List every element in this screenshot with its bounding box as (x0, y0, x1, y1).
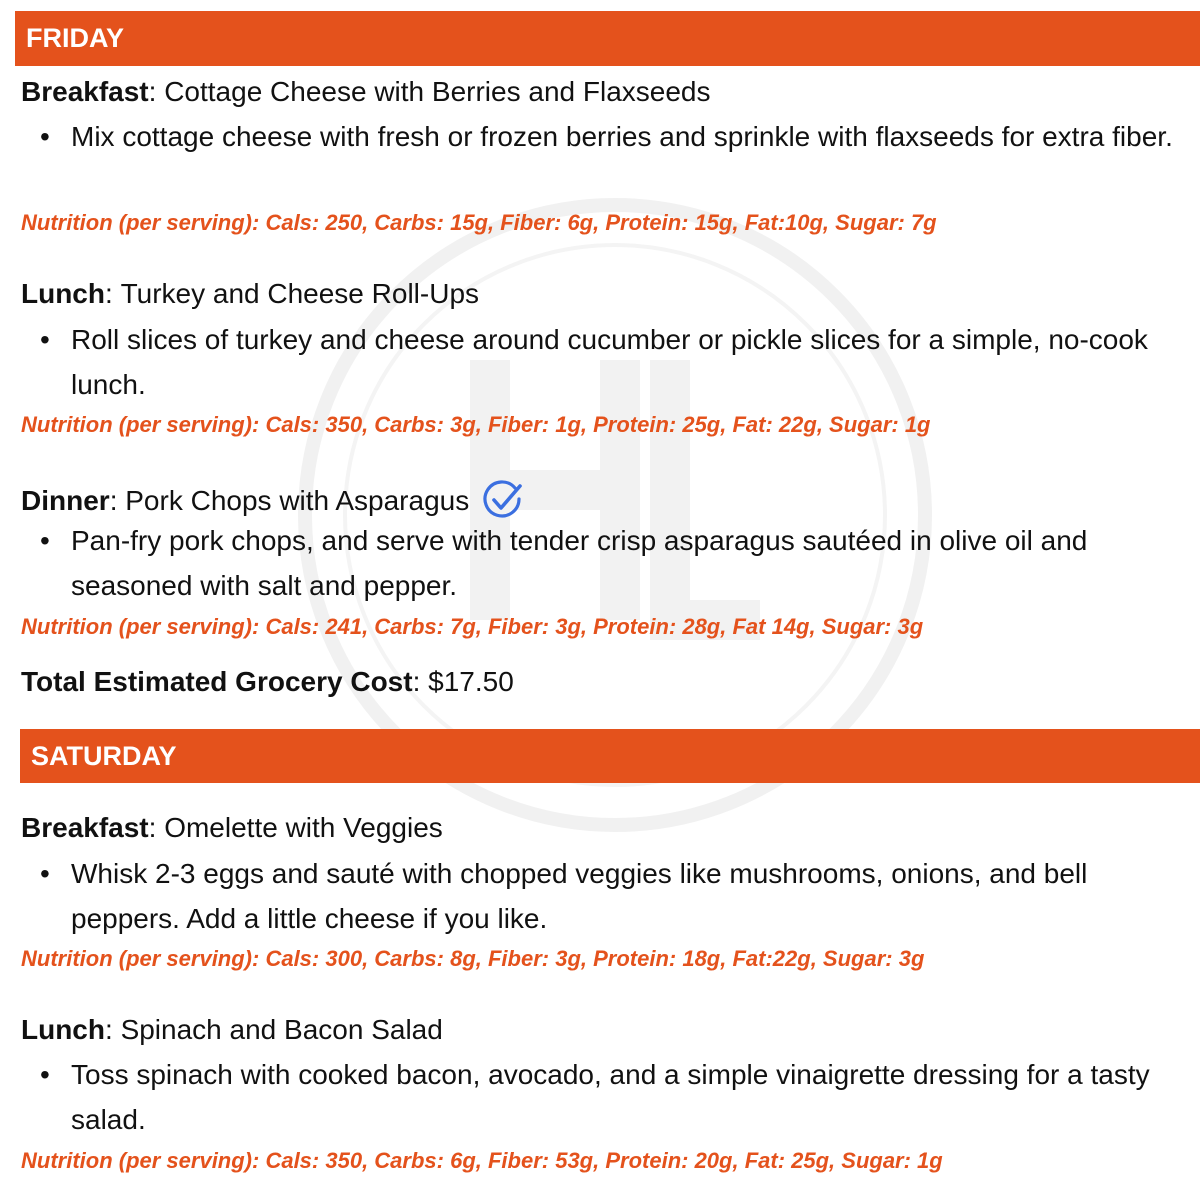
meal-title-friday-dinner (21, 479, 525, 523)
bullet-icon: • (40, 324, 50, 355)
bullet-icon: • (40, 858, 50, 889)
bullet-icon: • (40, 525, 50, 556)
bullet-icon: • (40, 1059, 50, 1090)
meal-separator: : (109, 485, 126, 516)
total-grocery-cost (21, 665, 514, 699)
meal-title-friday-breakfast (21, 75, 711, 109)
meal-title-friday-lunch (21, 277, 479, 311)
nutrition-info: Nutrition (per serving): Cals: 250, Carbs: 15g, Fiber: 6g, Protein: 15g, Fat:10g, Sugar: 7g (21, 210, 937, 235)
meal-label: Breakfast (21, 76, 149, 107)
day-header-label: SATURDAY (31, 740, 177, 771)
total-separator: : (412, 666, 429, 697)
list-item-text: Roll slices of turkey and cheese around cucumber or pickle slices for a simple, no-cook lunch. (71, 324, 1148, 400)
list-item (40, 1052, 1190, 1142)
meal-title-saturday-lunch (21, 1013, 443, 1047)
meal-title-saturday-breakfast (21, 811, 443, 845)
list-item-text: Whisk 2-3 eggs and sauté with chopped veggies like mushrooms, onions, and bell peppers. Add a little cheese if you like. (71, 858, 1088, 934)
check-circle-icon (481, 479, 525, 523)
meal-name: Spinach and Bacon Salad (120, 1014, 443, 1045)
list-item (40, 317, 1190, 407)
meal-name: Turkey and Cheese Roll-Ups (120, 278, 480, 309)
total-label: Total Estimated Grocery Cost (21, 666, 413, 697)
nutrition-info: Nutrition (per serving): Cals: 350, Carbs: 6g, Fiber: 53g, Protein: 20g, Fat: 25g, Sugar: 1g (21, 1148, 943, 1173)
day-header-friday (15, 11, 1200, 66)
day-header-saturday (20, 729, 1200, 783)
list-item (40, 114, 1190, 159)
meal-separator: : (105, 278, 121, 309)
meal-separator: : (105, 1014, 121, 1045)
meal-separator: : (148, 76, 165, 107)
nutrition-info: Nutrition (per serving): Cals: 350, Carbs: 3g, Fiber: 1g, Protein: 25g, Fat: 22g, Sugar: 1g (21, 412, 931, 437)
meal-name: Pork Chops with Asparagus (125, 485, 470, 516)
nutrition-info: Nutrition (per serving): Cals: 241, Carbs: 7g, Fiber: 3g, Protein: 28g, Fat 14g, Sugar: 3g (21, 614, 924, 639)
meal-label: Lunch (21, 278, 105, 309)
total-value: $17.50 (428, 666, 514, 697)
meal-label: Dinner (21, 485, 110, 516)
meal-separator: : (148, 812, 165, 843)
meal-name: Cottage Cheese with Berries and Flaxseeds (164, 76, 711, 107)
nutrition-info: Nutrition (per serving): Cals: 300, Carbs: 8g, Fiber: 3g, Protein: 18g, Fat:22g, Sugar: 3g (21, 946, 925, 971)
list-item (40, 851, 1190, 941)
meal-label: Lunch (21, 1014, 105, 1045)
list-item-text: Toss spinach with cooked bacon, avocado, and a simple vinaigrette dressing for a tasty salad. (71, 1059, 1150, 1135)
list-item (40, 518, 1190, 608)
day-header-label: FRIDAY (26, 23, 125, 53)
meal-label: Breakfast (21, 812, 149, 843)
list-item-text: Mix cottage cheese with fresh or frozen berries and sprinkle with flaxseeds for extra fiber. (71, 121, 1173, 152)
meal-name: Omelette with Veggies (164, 812, 443, 843)
list-item-text: Pan-fry pork chops, and serve with tender crisp asparagus sautéed in olive oil and seasoned with salt and pepper. (71, 525, 1088, 601)
bullet-icon: • (40, 121, 50, 152)
